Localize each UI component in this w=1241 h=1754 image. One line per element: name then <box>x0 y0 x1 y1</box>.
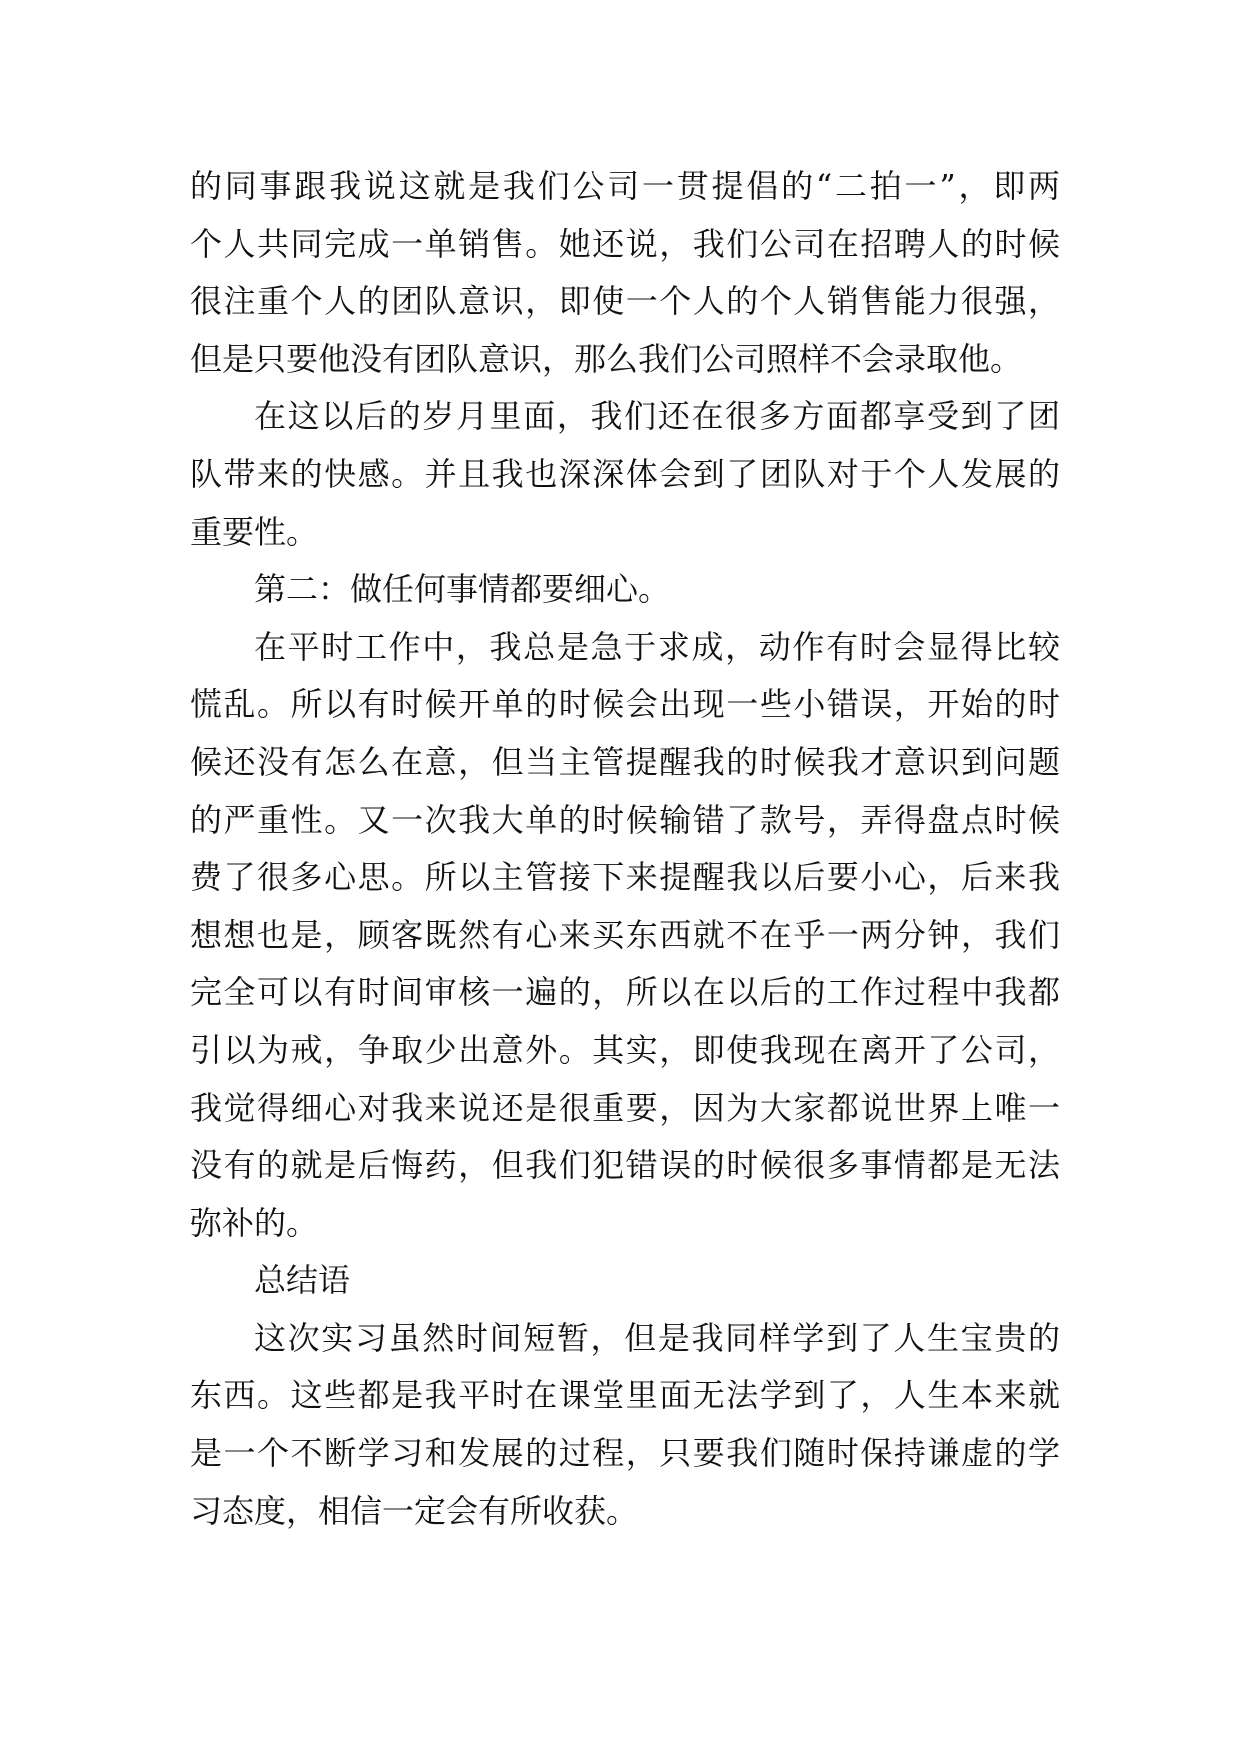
text-line: 但是只要他没有团队意识，那么我们公司照样不会录取他。 <box>190 339 1023 378</box>
text-line: 候还没有怎么在意，但当主管提醒我的时候我才意识到问题 <box>190 742 1060 781</box>
text-line: 完全可以有时间审核一遍的，所以在以后的工作过程中我都 <box>190 973 1060 1012</box>
text-line: 习态度，相信一定会有所收获。 <box>190 1491 639 1530</box>
text-line: 队带来的快感。并且我也深深体会到了团队对于个人发展的 <box>190 454 1060 493</box>
text-line: 个人共同完成一单销售。她还说，我们公司在招聘人的时候 <box>190 224 1060 263</box>
document-body <box>190 158 1060 1540</box>
text-line: 费了很多心思。所以主管接下来提醒我以后要小心，后来我 <box>190 858 1060 897</box>
text-line: 想想也是，顾客既然有心来买东西就不在乎一两分钟，我们 <box>190 915 1060 954</box>
text-line: 总结语 <box>254 1261 351 1300</box>
text-line: 的严重性。又一次我大单的时候输错了款号，弄得盘点时候 <box>190 800 1060 839</box>
text-line: 是一个不断学习和发展的过程，只要我们随时保持谦虚的学 <box>190 1434 1060 1473</box>
text-line: 没有的就是后悔药，但我们犯错误的时候很多事情都是无法 <box>190 1146 1060 1185</box>
text-line: 我觉得细心对我来说还是很重要，因为大家都说世界上唯一 <box>190 1088 1060 1127</box>
text-line: 慌乱。所以有时候开单的时候会出现一些小错误，开始的时 <box>190 685 1060 724</box>
text-line: 重要性。 <box>190 512 319 551</box>
text-line: 在这以后的岁月里面，我们还在很多方面都享受到了团 <box>254 397 1060 436</box>
text-line: 东西。这些都是我平时在课堂里面无法学到了，人生本来就 <box>190 1376 1060 1415</box>
text-line: 弥补的。 <box>190 1203 319 1242</box>
text-line: 很注重个人的团队意识，即使一个人的个人销售能力很强， <box>190 282 1060 321</box>
text-line: 引以为戒，争取少出意外。其实，即使我现在离开了公司， <box>190 1030 1060 1069</box>
text-line: 第二：做任何事情都要细心。 <box>254 570 671 609</box>
text-line: 这次实习虽然时间短暂，但是我同样学到了人生宝贵的 <box>254 1318 1060 1357</box>
text-line: 的同事跟我说这就是我们公司一贯提倡的“二拍一”，即两 <box>190 167 1060 205</box>
text-line: 在平时工作中，我总是急于求成，动作有时会显得比较 <box>254 627 1060 666</box>
